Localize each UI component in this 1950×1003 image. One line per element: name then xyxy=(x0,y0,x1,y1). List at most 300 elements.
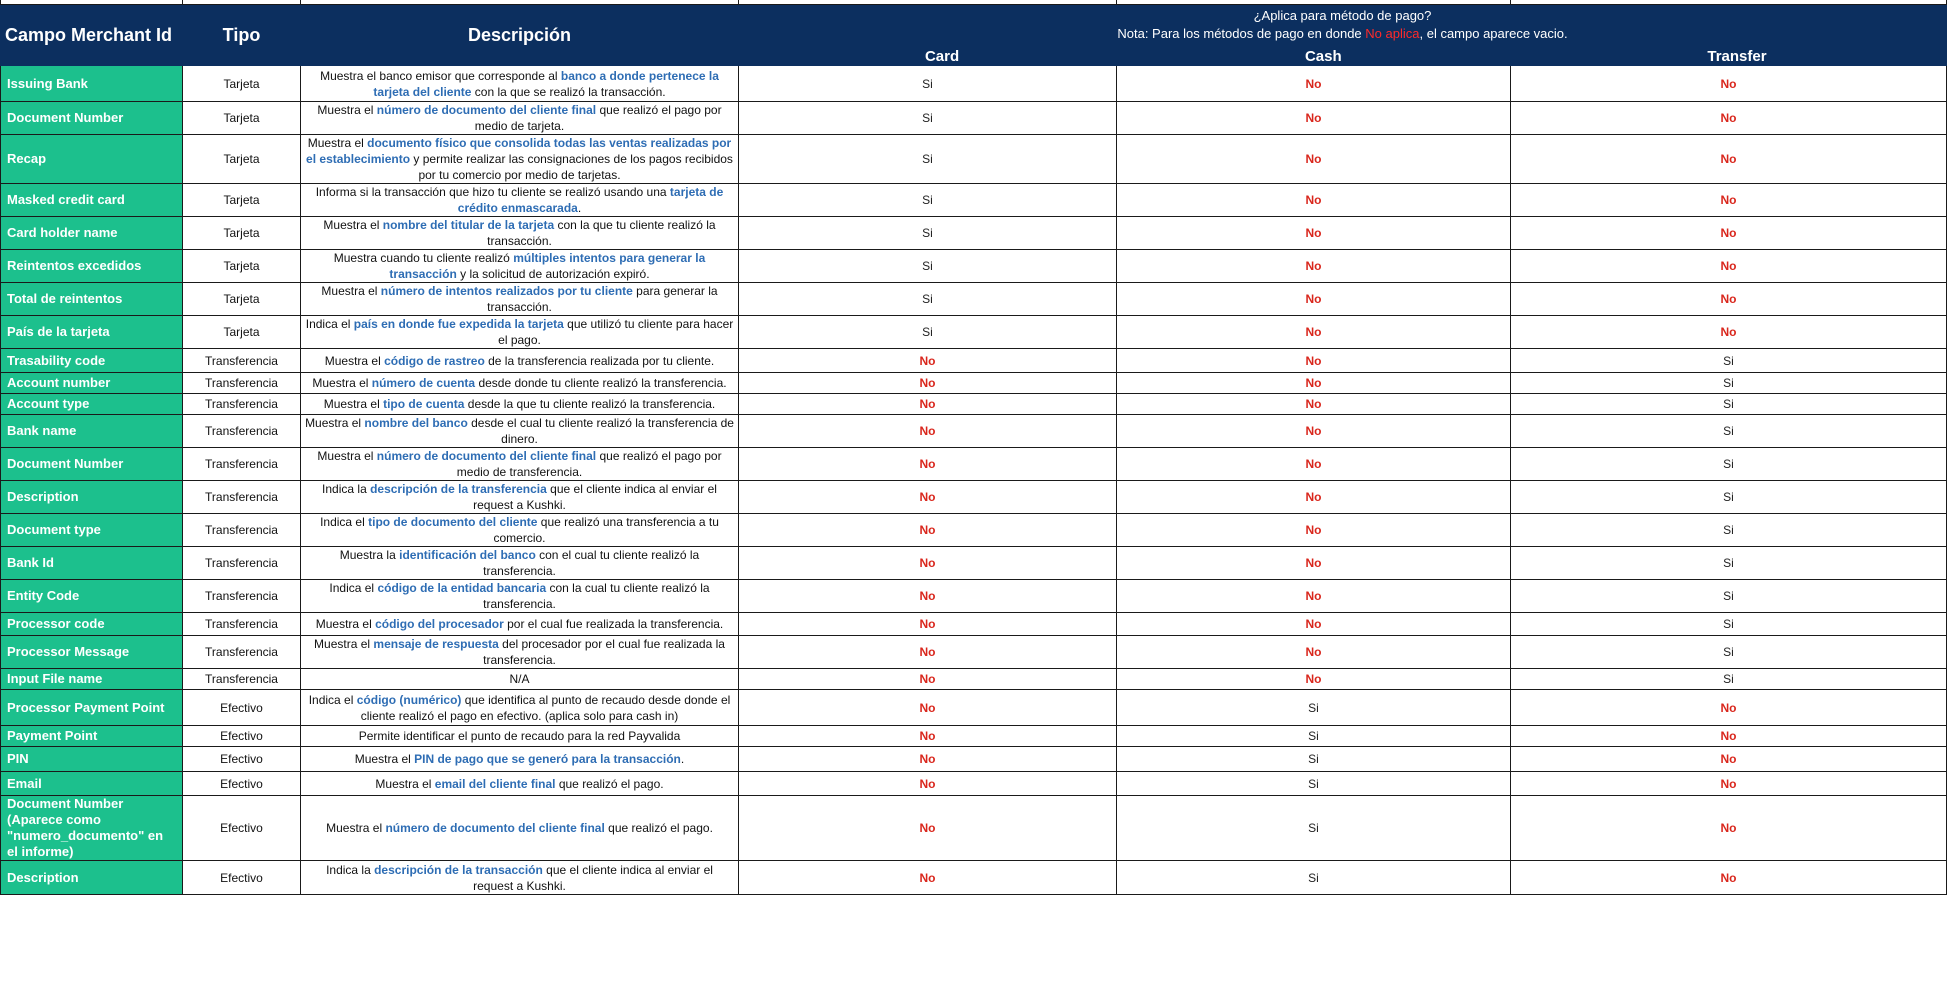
transfer-cell[interactable] xyxy=(1511,217,1947,250)
description-text: para generar la transacción. xyxy=(487,284,718,314)
header-tipo[interactable]: Tipo xyxy=(183,5,301,66)
description-text: por el cual fue realizada la transferencia. xyxy=(503,617,724,631)
tipo-cell[interactable]: Transferencia xyxy=(183,613,301,636)
field-name-cell[interactable]: Bank name xyxy=(1,415,183,448)
transfer-cell[interactable] xyxy=(1511,747,1947,772)
transfer-cell[interactable] xyxy=(1511,66,1947,102)
description-text: Indica el xyxy=(305,317,354,331)
card-cell[interactable] xyxy=(739,250,1117,283)
transfer-cell[interactable] xyxy=(1511,394,1947,415)
card-value: Si xyxy=(922,193,933,207)
tipo-cell[interactable]: Tarjeta xyxy=(183,250,301,283)
tipo-cell[interactable]: Tarjeta xyxy=(183,283,301,316)
transfer-cell[interactable] xyxy=(1511,250,1947,283)
transfer-value: No xyxy=(1720,821,1737,835)
cash-cell[interactable] xyxy=(1117,772,1511,796)
description-cell[interactable] xyxy=(301,66,739,102)
field-name-cell[interactable]: Bank Id xyxy=(1,547,183,580)
card-cell[interactable] xyxy=(739,283,1117,316)
table-row xyxy=(1,283,1947,316)
field-name-cell[interactable]: Account number xyxy=(1,373,183,394)
description-highlight: mensaje de respuesta xyxy=(373,637,499,651)
description-cell[interactable] xyxy=(301,448,739,481)
header-card: Card xyxy=(924,48,960,65)
table-row xyxy=(1,184,1947,217)
field-name-cell[interactable]: Trasability code xyxy=(1,349,183,373)
field-name-cell[interactable]: Account type xyxy=(1,394,183,415)
cash-cell[interactable] xyxy=(1117,102,1511,135)
card-value: Si xyxy=(922,292,933,306)
table-row xyxy=(1,217,1947,250)
cash-cell[interactable] xyxy=(1117,349,1511,373)
card-value: Si xyxy=(922,259,933,273)
cash-value: No xyxy=(1305,353,1322,368)
card-cell[interactable] xyxy=(739,772,1117,796)
tipo-cell[interactable]: Efectivo xyxy=(183,747,301,772)
description-text: desde donde tu cliente realizó la transferencia. xyxy=(475,376,727,390)
description-text: Muestra el xyxy=(315,617,376,631)
card-value: No xyxy=(919,776,936,791)
header-cash: Cash xyxy=(1304,48,1342,65)
description-highlight: banco a donde pertenece la tarjeta del cliente xyxy=(373,68,719,99)
description-cell[interactable] xyxy=(301,514,739,547)
description-text: Muestra el xyxy=(317,449,377,463)
card-cell[interactable] xyxy=(739,135,1117,184)
description-highlight: número de intentos realizados por tu cliente xyxy=(380,284,633,298)
cash-cell[interactable] xyxy=(1117,283,1511,316)
cash-value: No xyxy=(1305,259,1322,273)
description-text: que realizó el pago. xyxy=(555,776,664,791)
cash-cell[interactable] xyxy=(1117,514,1511,547)
card-cell[interactable] xyxy=(739,796,1117,861)
transfer-cell[interactable] xyxy=(1511,580,1947,613)
description-cell[interactable] xyxy=(301,636,739,669)
description-highlight: tipo de documento del cliente xyxy=(368,515,538,529)
table-row xyxy=(1,448,1947,481)
card-value: No xyxy=(919,617,936,631)
description-text: Muestra el xyxy=(312,376,372,390)
description-cell[interactable] xyxy=(301,481,739,514)
field-name-cell[interactable]: Description xyxy=(1,481,183,514)
description-text: Muestra el xyxy=(375,776,435,791)
description-highlight: nombre del banco xyxy=(364,416,468,430)
card-value: No xyxy=(919,870,936,885)
table-row xyxy=(1,861,1947,895)
field-name-cell[interactable]: Total de reintentos xyxy=(1,283,183,316)
table-row xyxy=(1,135,1947,184)
cash-cell[interactable] xyxy=(1117,861,1511,895)
field-name-cell[interactable]: Entity Code xyxy=(1,580,183,613)
cash-value: No xyxy=(1305,617,1322,631)
transfer-cell[interactable] xyxy=(1511,613,1947,636)
card-value: No xyxy=(919,424,936,438)
tipo-cell[interactable]: Transferencia xyxy=(183,349,301,373)
transfer-value: No xyxy=(1720,226,1737,240)
transfer-cell[interactable] xyxy=(1511,135,1947,184)
card-cell[interactable] xyxy=(739,316,1117,349)
transfer-cell[interactable] xyxy=(1511,102,1947,135)
description-text: Indica la xyxy=(322,482,371,496)
description-cell[interactable] xyxy=(301,690,739,726)
transfer-value: Si xyxy=(1723,376,1734,390)
cash-cell[interactable] xyxy=(1117,415,1511,448)
field-name-cell[interactable]: Document Number xyxy=(1,448,183,481)
description-text: y permite realizar las consignaciones de los pagos recibidos por tu comercio por medio de tarjetas. xyxy=(410,152,733,182)
card-cell[interactable] xyxy=(739,726,1117,747)
description-highlight: código del procesador xyxy=(375,617,504,631)
tipo-cell[interactable]: Tarjeta xyxy=(183,184,301,217)
description-cell[interactable] xyxy=(301,394,739,415)
cash-cell[interactable] xyxy=(1117,448,1511,481)
description-text: desde la que tu cliente realizó la transferencia. xyxy=(464,397,716,411)
tipo-cell[interactable]: Transferencia xyxy=(183,636,301,669)
transfer-value: Si xyxy=(1723,424,1734,438)
card-value: No xyxy=(919,752,936,766)
tipo-cell[interactable]: Transferencia xyxy=(183,448,301,481)
tipo-cell[interactable]: Efectivo xyxy=(183,861,301,895)
description-highlight: número de cuenta xyxy=(371,376,476,390)
description-text: del procesador por el cual fue realizada la transferencia. xyxy=(483,637,725,667)
card-cell[interactable] xyxy=(739,217,1117,250)
table-row xyxy=(1,415,1947,448)
transfer-value: No xyxy=(1720,152,1737,166)
field-name-cell[interactable]: Document type xyxy=(1,514,183,547)
field-name-cell[interactable]: Recap xyxy=(1,135,183,184)
cash-value: Si xyxy=(1308,700,1319,715)
transfer-value: Si xyxy=(1723,397,1734,411)
cash-value: No xyxy=(1305,490,1322,504)
tipo-cell[interactable]: Transferencia xyxy=(183,669,301,690)
description-text: Muestra el xyxy=(305,416,365,430)
table-row xyxy=(1,373,1947,394)
description-text: Muestra el banco emisor que corresponde al xyxy=(320,68,561,83)
cash-cell[interactable] xyxy=(1117,373,1511,394)
cash-cell[interactable] xyxy=(1117,580,1511,613)
table-row xyxy=(1,772,1947,796)
card-cell[interactable] xyxy=(739,184,1117,217)
card-value: No xyxy=(919,397,936,411)
field-name-cell[interactable]: País de la tarjeta xyxy=(1,316,183,349)
payment-note xyxy=(743,25,1942,43)
header-transfer: Transfer xyxy=(1707,48,1767,65)
cash-value: No xyxy=(1305,424,1322,438)
cash-cell[interactable] xyxy=(1117,184,1511,217)
transfer-cell[interactable] xyxy=(1511,547,1947,580)
card-value: No xyxy=(919,353,936,368)
card-cell[interactable] xyxy=(739,514,1117,547)
field-name-cell[interactable]: Payment Point xyxy=(1,726,183,747)
transfer-value: No xyxy=(1720,325,1737,339)
description-text: Indica la xyxy=(326,862,375,877)
card-value: No xyxy=(919,457,936,471)
description-cell[interactable] xyxy=(301,102,739,135)
field-name-cell[interactable]: Processor Payment Point xyxy=(1,690,183,726)
header-row xyxy=(1,5,1947,66)
description-highlight: PIN de pago que se generó para la transacción xyxy=(414,752,681,766)
cash-value: No xyxy=(1305,457,1322,471)
transfer-cell[interactable] xyxy=(1511,415,1947,448)
card-value: No xyxy=(919,589,936,603)
payment-note-suffix: , el campo aparece vacio. xyxy=(1419,26,1568,41)
description-text: con la que tu cliente realizó la transacción. xyxy=(487,218,716,248)
cash-cell[interactable] xyxy=(1117,135,1511,184)
description-highlight: descripción de la transacción xyxy=(374,862,543,877)
card-cell[interactable] xyxy=(739,580,1117,613)
description-cell[interactable] xyxy=(301,580,739,613)
tipo-cell[interactable]: Tarjeta xyxy=(183,102,301,135)
table-row xyxy=(1,481,1947,514)
header-field[interactable]: Campo Merchant Id xyxy=(1,5,183,66)
description-cell[interactable] xyxy=(301,613,739,636)
cash-cell[interactable] xyxy=(1117,636,1511,669)
description-text: Muestra el xyxy=(321,284,381,298)
tipo-cell[interactable]: Efectivo xyxy=(183,772,301,796)
description-highlight: número de documento del cliente final xyxy=(376,103,597,117)
transfer-value: No xyxy=(1720,292,1737,306)
card-value: No xyxy=(919,700,936,715)
table-row xyxy=(1,66,1947,102)
card-value: Si xyxy=(922,226,933,240)
transfer-value: No xyxy=(1720,729,1737,743)
description-text: Muestra el xyxy=(323,218,383,232)
transfer-cell[interactable] xyxy=(1511,349,1947,373)
cash-cell[interactable] xyxy=(1117,217,1511,250)
description-cell[interactable] xyxy=(301,415,739,448)
table-row xyxy=(1,669,1947,690)
cash-cell[interactable] xyxy=(1117,481,1511,514)
cash-value: Si xyxy=(1308,729,1319,743)
card-cell[interactable] xyxy=(739,613,1117,636)
transfer-value: No xyxy=(1720,700,1737,715)
field-name-cell[interactable]: Description xyxy=(1,861,183,895)
cash-value: Si xyxy=(1308,776,1319,791)
description-cell[interactable] xyxy=(301,796,739,861)
transfer-cell[interactable] xyxy=(1511,373,1947,394)
table-row xyxy=(1,796,1947,861)
description-cell[interactable] xyxy=(301,726,739,747)
tipo-cell[interactable]: Efectivo xyxy=(183,796,301,861)
description-text: desde el cual tu cliente realizó la transferencia de dinero. xyxy=(467,416,734,446)
card-cell[interactable] xyxy=(739,102,1117,135)
tipo-cell[interactable]: Tarjeta xyxy=(183,66,301,102)
description-text: que realizó el pago por medio de transferencia. xyxy=(456,449,722,479)
header-descripcion[interactable]: Descripción xyxy=(301,5,739,66)
description-cell[interactable] xyxy=(301,861,739,895)
card-value: No xyxy=(919,672,936,686)
payment-note-prefix: Nota: Para los métodos de pago en donde xyxy=(1117,26,1366,41)
card-cell[interactable] xyxy=(739,636,1117,669)
field-name-cell[interactable]: Processor Message xyxy=(1,636,183,669)
description-text: Muestra el xyxy=(307,136,368,150)
description-text: que el cliente indica al enviar el request a Kushki. xyxy=(473,482,717,512)
tipo-cell[interactable]: Tarjeta xyxy=(183,217,301,250)
transfer-cell[interactable] xyxy=(1511,726,1947,747)
tipo-cell[interactable]: Transferencia xyxy=(183,481,301,514)
cash-cell[interactable] xyxy=(1117,394,1511,415)
transfer-value: Si xyxy=(1723,645,1734,659)
cash-value: No xyxy=(1305,672,1322,686)
cash-cell[interactable] xyxy=(1117,66,1511,102)
description-cell[interactable] xyxy=(301,747,739,772)
cash-value: No xyxy=(1305,523,1322,537)
transfer-value: Si xyxy=(1723,672,1734,686)
description-text: Permite identificar el punto de recaudo para la red Payvalida xyxy=(358,729,681,743)
field-name-cell[interactable]: Processor code xyxy=(1,613,183,636)
cash-cell[interactable] xyxy=(1117,316,1511,349)
tipo-cell[interactable]: Transferencia xyxy=(183,394,301,415)
table-row xyxy=(1,349,1947,373)
cash-value: No xyxy=(1305,292,1322,306)
description-cell[interactable] xyxy=(301,135,739,184)
description-highlight: código de rastreo xyxy=(384,353,485,368)
card-cell[interactable] xyxy=(739,547,1117,580)
transfer-cell[interactable] xyxy=(1511,184,1947,217)
transfer-cell[interactable] xyxy=(1511,690,1947,726)
description-cell[interactable] xyxy=(301,772,739,796)
transfer-cell[interactable] xyxy=(1511,448,1947,481)
field-name-cell[interactable]: Document Number (Aparece como "numero_documento" en el informe) xyxy=(1,796,183,861)
transfer-cell[interactable] xyxy=(1511,283,1947,316)
transfer-value: No xyxy=(1720,870,1737,885)
description-cell[interactable] xyxy=(301,283,739,316)
description-highlight: tipo de cuenta xyxy=(383,397,465,411)
description-text: con la que se realizó la transacción. xyxy=(471,84,666,99)
description-cell[interactable] xyxy=(301,547,739,580)
card-cell[interactable] xyxy=(739,373,1117,394)
description-highlight: nombre del titular de la tarjeta xyxy=(382,218,555,232)
field-name-cell[interactable]: Input File name xyxy=(1,669,183,690)
cash-cell[interactable] xyxy=(1117,613,1511,636)
cash-value: No xyxy=(1305,589,1322,603)
cash-cell[interactable] xyxy=(1117,747,1511,772)
table-row xyxy=(1,636,1947,669)
cash-cell[interactable] xyxy=(1117,726,1511,747)
transfer-cell[interactable] xyxy=(1511,316,1947,349)
tipo-cell[interactable]: Tarjeta xyxy=(183,316,301,349)
transfer-cell[interactable] xyxy=(1511,514,1947,547)
description-text: que realizó el pago por medio de tarjeta. xyxy=(474,103,722,133)
description-cell[interactable] xyxy=(301,373,739,394)
transfer-value: No xyxy=(1720,776,1737,791)
transfer-cell[interactable] xyxy=(1511,481,1947,514)
tipo-cell[interactable]: Tarjeta xyxy=(183,135,301,184)
description-cell[interactable] xyxy=(301,250,739,283)
transfer-cell[interactable] xyxy=(1511,796,1947,861)
description-highlight: email del cliente final xyxy=(434,776,556,791)
field-name-cell[interactable]: Issuing Bank xyxy=(1,66,183,102)
card-cell[interactable] xyxy=(739,448,1117,481)
card-cell[interactable] xyxy=(739,861,1117,895)
table-row xyxy=(1,316,1947,349)
tipo-cell[interactable]: Efectivo xyxy=(183,690,301,726)
table-row xyxy=(1,102,1947,135)
transfer-value: No xyxy=(1720,752,1737,766)
card-cell[interactable] xyxy=(739,747,1117,772)
header-payment-methods[interactable] xyxy=(739,5,1947,66)
card-value: Si xyxy=(922,325,933,339)
description-highlight: código (numérico) xyxy=(356,692,462,707)
card-cell[interactable] xyxy=(739,66,1117,102)
card-cell[interactable] xyxy=(739,349,1117,373)
card-value: Si xyxy=(922,111,933,125)
tipo-cell[interactable]: Transferencia xyxy=(183,415,301,448)
cash-value: No xyxy=(1305,556,1322,570)
transfer-value: No xyxy=(1720,193,1737,207)
tipo-cell[interactable]: Transferencia xyxy=(183,580,301,613)
cash-cell[interactable] xyxy=(1117,690,1511,726)
description-cell[interactable] xyxy=(301,669,739,690)
card-cell[interactable] xyxy=(739,394,1117,415)
card-cell[interactable] xyxy=(739,690,1117,726)
card-value: No xyxy=(919,556,936,570)
table-row xyxy=(1,726,1947,747)
tipo-cell[interactable]: Transferencia xyxy=(183,514,301,547)
description-text: Indica el xyxy=(320,515,369,529)
tipo-cell[interactable]: Efectivo xyxy=(183,726,301,747)
description-cell[interactable] xyxy=(301,217,739,250)
transfer-cell[interactable] xyxy=(1511,861,1947,895)
cash-value: No xyxy=(1305,376,1322,390)
description-text: Indica el xyxy=(329,581,378,595)
transfer-cell[interactable] xyxy=(1511,636,1947,669)
cash-cell[interactable] xyxy=(1117,547,1511,580)
description-cell[interactable] xyxy=(301,316,739,349)
field-name-cell[interactable]: Reintentos excedidos xyxy=(1,250,183,283)
cash-cell[interactable] xyxy=(1117,669,1511,690)
description-text: Muestra la xyxy=(339,548,400,562)
description-text: que identifica al punto de recaudo desde donde el cliente realizó el pago en efectivo. (aplica solo para cash in) xyxy=(360,692,731,723)
cash-value: Si xyxy=(1308,821,1319,835)
card-cell[interactable] xyxy=(739,481,1117,514)
field-name-cell[interactable]: Masked credit card xyxy=(1,184,183,217)
description-text: N/A xyxy=(509,672,530,686)
transfer-cell[interactable] xyxy=(1511,669,1947,690)
field-name-cell[interactable]: Document Number xyxy=(1,102,183,135)
description-text: Muestra el xyxy=(323,397,384,411)
transfer-value: Si xyxy=(1723,589,1734,603)
description-text: que el cliente indica al enviar el request a Kushki. xyxy=(473,862,713,893)
description-highlight: número de documento del cliente final xyxy=(385,821,605,835)
description-text: de la transferencia realizada por tu cliente. xyxy=(484,353,715,368)
description-text: Muestra el xyxy=(317,103,377,117)
transfer-value: No xyxy=(1720,76,1737,91)
field-name-cell[interactable]: PIN xyxy=(1,747,183,772)
card-cell[interactable] xyxy=(739,415,1117,448)
table-row xyxy=(1,547,1947,580)
field-name-cell[interactable]: Card holder name xyxy=(1,217,183,250)
description-highlight: identificación del banco xyxy=(399,548,536,562)
card-value: No xyxy=(919,645,936,659)
tipo-cell[interactable]: Transferencia xyxy=(183,373,301,394)
description-text: Informa si la transacción que hizo tu cliente se realizó usando una xyxy=(315,185,670,199)
table-row xyxy=(1,690,1947,726)
table-row xyxy=(1,514,1947,547)
description-text: que utilizó tu cliente para hacer el pago. xyxy=(498,317,734,347)
description-highlight: número de documento del cliente final xyxy=(376,449,597,463)
transfer-value: No xyxy=(1720,259,1737,273)
description-cell[interactable] xyxy=(301,349,739,373)
tipo-cell[interactable]: Transferencia xyxy=(183,547,301,580)
field-name-cell[interactable]: Email xyxy=(1,772,183,796)
table-row xyxy=(1,747,1947,772)
transfer-cell[interactable] xyxy=(1511,772,1947,796)
description-text: que realizó el pago. xyxy=(604,821,713,835)
cash-cell[interactable] xyxy=(1117,796,1511,861)
cash-cell[interactable] xyxy=(1117,250,1511,283)
payment-title: ¿Aplica para método de pago? xyxy=(1253,8,1432,23)
description-cell[interactable] xyxy=(301,184,739,217)
card-cell[interactable] xyxy=(739,669,1117,690)
